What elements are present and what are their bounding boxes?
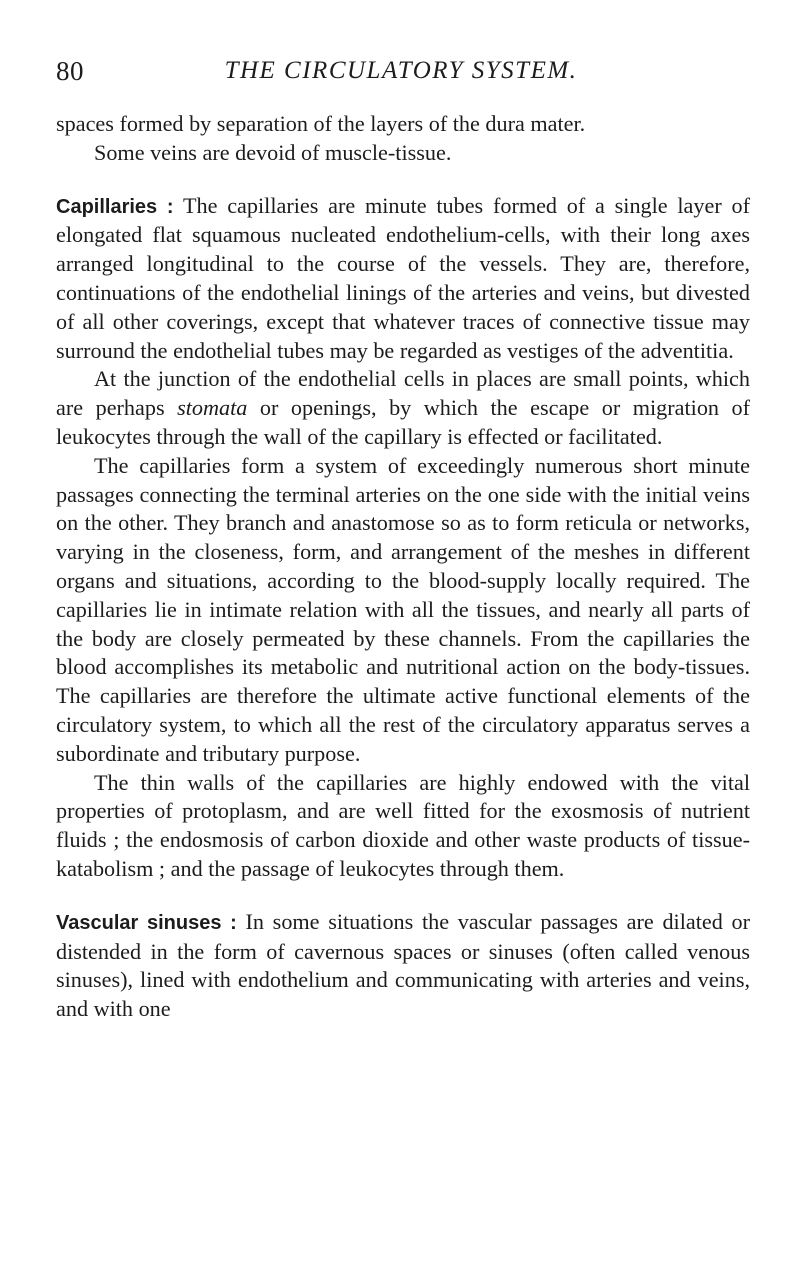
body-text [56, 110, 750, 1024]
paragraph-stomata [56, 365, 750, 451]
section-heading-capillaries: Capillaries : [56, 195, 174, 218]
paragraph-capillaries [56, 192, 750, 366]
page-number: 80 [56, 56, 84, 86]
sinuses-text: In some situations the vascular passages are dilated or distended in the form of cavernous spaces or sinuses (often called venous sinuses), lined with endothelium and communicating with arteries and veins, and with one [56, 908, 750, 1022]
capillaries-text: The capillaries are minute tubes formed of a single layer of elongated flat squamous nucleated endothelium-cells, with their long axes arranged longitudinal to the course of the vessels. They are, therefore, continuations of the endothelial linings of the arteries and veins, but divested of all other coverings, except that whatever traces of connective tissue may surround the endothelial tubes may be regarded as vestiges of the adventitia. [56, 192, 750, 363]
stomata-text-after: or openings, by which the escape or migration of leukocytes through the wall of the capillary is effected or facilitated. [56, 395, 750, 449]
paragraph-veins-muscle: Some veins are devoid of muscle-tissue. [94, 139, 452, 165]
stomata-text-before: At the junction of the endothelial cells in places are small points, which are perhaps [56, 366, 750, 421]
paragraph-dura-mater: spaces formed by separation of the layers of the dura mater. [56, 111, 586, 136]
paragraph-vascular-sinuses [56, 908, 750, 1024]
running-title: THE CIRCULATORY SYSTEM. [224, 57, 578, 84]
running-head [56, 56, 746, 88]
paragraph-capillary-walls: The thin walls of the capillaries are highly endowed with the vital properties of protoplasm, and are well fitted for the exosmosis of nutrient fluids ; the endosmosis of carbon dioxide and other waste products of tissue-katabolism ; and the passage of leukocytes through them. [56, 769, 750, 881]
section-heading-vascular-sinuses: Vascular sinuses : [56, 911, 237, 934]
paragraph-capillary-system: The capillaries form a system of exceedingly numerous short minute passages connecting the terminal arteries on the one side with the initial veins on the other. They branch and anastomose so as to form reticula or networks, varying in the closeness, form, and arrangement of the meshes in different organs and situations, according to the blood-supply locally required. The capillaries lie in intimate relation with all the tissues, and nearly all parts of the body are closely permeated by these channels. From the capillaries the blood accomplishes its metabolic and nutritional action on the body-tissues. The capillaries are therefore the ultimate active functional elements of the circulatory system, to which all the rest of the circulatory apparatus serves a subordinate and tributary purpose. [56, 452, 750, 766]
stomata-term: stomata [177, 395, 248, 421]
